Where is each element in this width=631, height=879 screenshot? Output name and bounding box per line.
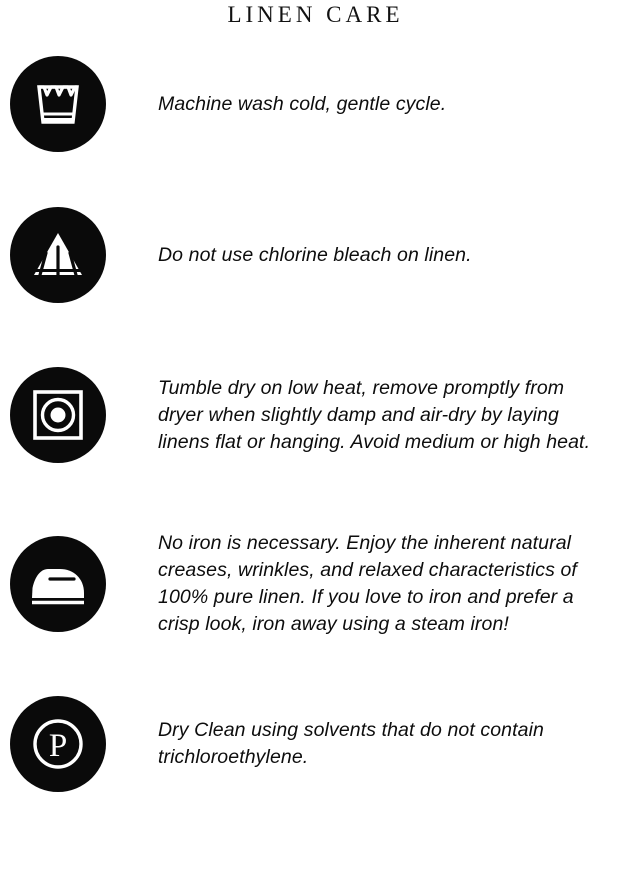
do-not-bleach-triangle-icon <box>10 207 106 303</box>
care-instruction-text: No iron is necessary. Enjoy the inherent natural creases, wrinkles, and relaxed characteristics of 100% pure linen. If you love to iron and prefer a crisp look, iron away using a steam iron! <box>158 532 577 635</box>
icon-cell <box>10 696 106 792</box>
text-cell <box>106 717 617 771</box>
care-instruction-text: Do not use chlorine bleach on linen. <box>158 243 472 266</box>
icon-cell <box>10 367 106 463</box>
tumble-dry-icon <box>10 367 106 463</box>
care-instruction-text: Dry Clean using solvents that do not contain trichloroethylene. <box>158 719 544 768</box>
iron-icon <box>10 536 106 632</box>
list-item <box>0 331 631 499</box>
list-item <box>0 179 631 331</box>
care-instruction-list <box>0 29 631 819</box>
care-instruction-text: Tumble dry on low heat, remove promptly from dryer when slightly damp and air-dry by laying linens flat or hanging. Avoid medium or high heat. <box>158 376 591 453</box>
care-instruction-text: Machine wash cold, gentle cycle. <box>158 92 447 115</box>
list-item <box>0 669 631 819</box>
dry-clean-p-icon <box>10 696 106 792</box>
list-item <box>0 499 631 669</box>
text-cell <box>106 242 617 269</box>
icon-cell <box>10 207 106 303</box>
icon-cell <box>10 536 106 632</box>
text-cell <box>106 375 617 456</box>
svg-text:P: P <box>48 728 68 764</box>
wash-tub-icon <box>10 56 106 152</box>
icon-cell <box>10 56 106 152</box>
list-item <box>0 29 631 179</box>
text-cell <box>106 530 617 638</box>
page-title: LINEN CARE <box>227 2 404 27</box>
text-cell <box>106 91 617 118</box>
